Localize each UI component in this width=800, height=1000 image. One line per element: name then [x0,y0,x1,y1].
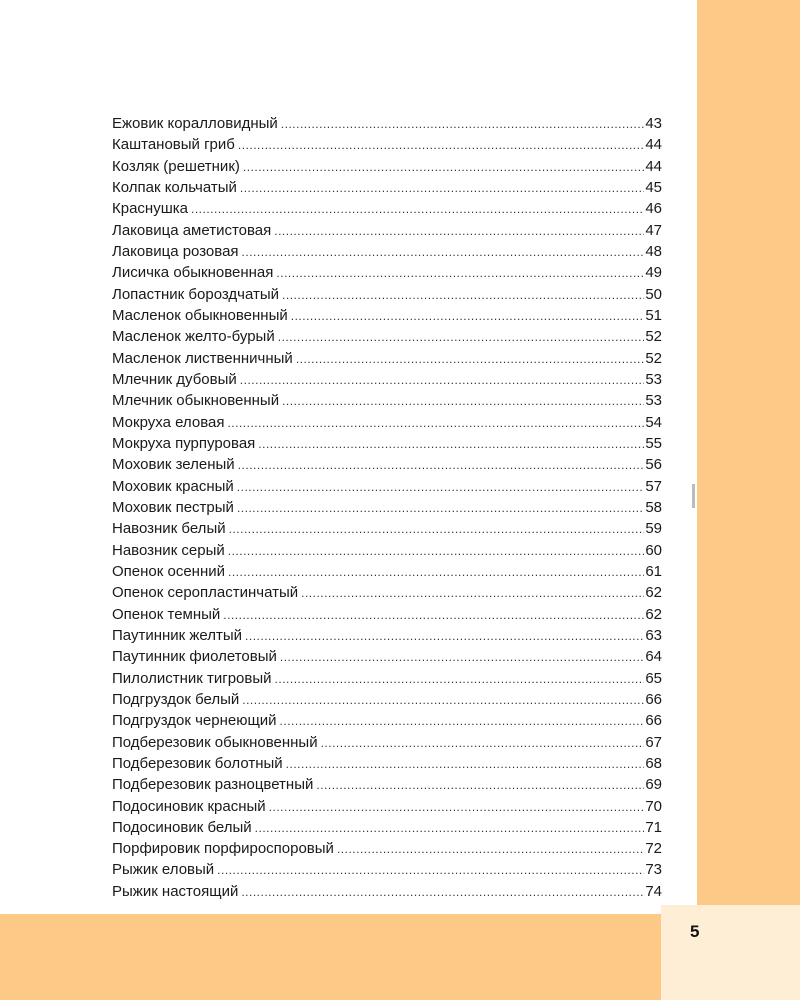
toc-entry-title: Лопастник бороздчатый [112,285,280,303]
toc-entry-page: 54 [645,413,662,431]
toc-entry-page: 61 [645,562,662,580]
toc-entry-title: Подосиновик белый [112,818,252,836]
toc-entry-title: Подосиновик красный [112,797,266,815]
toc-entry[interactable] [112,604,662,625]
dot-leader [242,242,645,263]
toc-entry-title: Паутинник желтый [112,626,243,644]
toc-entry-title: Лисичка обыкновенная [112,264,274,282]
toc-entry[interactable] [112,732,662,753]
toc-entry[interactable] [112,561,662,582]
toc-entry-title: Краснушка [112,200,188,218]
toc-entry-title: Лаковица аметистовая [112,221,272,239]
toc-entry[interactable] [112,881,662,902]
toc-entry-page: 67 [645,733,662,751]
toc-entry-title: Порфировик порфироспоровый [112,840,334,858]
dot-leader [229,519,645,540]
toc-entry-title: Масленок лиственничный [112,349,293,367]
toc-entry[interactable] [112,305,662,326]
dot-leader [238,135,644,156]
dot-leader [280,647,644,668]
dot-leader [281,114,645,135]
dot-leader [282,391,644,412]
dot-leader [337,839,644,860]
toc-entry-page: 64 [645,648,662,666]
toc-entry[interactable] [112,348,662,369]
toc-entry-title: Навозник белый [112,520,226,538]
toc-entry[interactable] [112,859,662,880]
toc-entry[interactable] [112,668,662,689]
toc-entry-title: Паутинник фиолетовый [112,648,277,666]
dot-leader [276,263,644,284]
toc-entry[interactable] [112,369,662,390]
toc-entry-title: Колпак кольчатый [112,178,237,196]
side-decor-band [697,0,800,1000]
toc-entry[interactable] [112,838,662,859]
toc-entry-page: 62 [645,584,662,602]
toc-entry[interactable] [112,540,662,561]
toc-entry-title: Мокруха еловая [112,413,225,431]
toc-entry-title: Рыжик настоящий [112,882,239,900]
toc-entry-page: 53 [645,370,662,388]
toc-entry[interactable] [112,497,662,518]
toc-entry-page: 50 [645,285,662,303]
page-number: 5 [690,922,700,941]
dot-leader [255,818,645,839]
toc-entry[interactable] [112,582,662,603]
toc-entry-page: 60 [645,541,662,559]
dot-leader [228,562,644,583]
dot-leader [241,882,644,903]
toc-entry-title: Моховик пестрый [112,498,234,516]
toc-entry-page: 58 [645,498,662,516]
toc-entry-page: 72 [645,840,662,858]
toc-entry-page: 45 [645,178,662,196]
dot-leader [321,733,645,754]
toc-entry-page: 69 [645,776,662,794]
page-edge-mark [692,484,695,508]
toc-entry[interactable] [112,625,662,646]
toc-entry-title: Ежовик коралловидный [112,115,278,132]
toc-entry[interactable] [112,774,662,795]
toc-entry[interactable] [112,710,662,731]
toc-entry-page: 68 [645,754,662,772]
toc-entry-title: Моховик красный [112,477,234,495]
toc-entry-page: 59 [645,520,662,538]
toc-entry[interactable] [112,198,662,219]
toc-entry-page: 70 [645,797,662,815]
dot-leader [286,754,645,775]
toc-entry-page: 55 [645,434,662,452]
dot-leader [238,455,645,476]
dot-leader [269,797,645,818]
toc-entry[interactable] [112,454,662,475]
toc-entry[interactable] [112,646,662,667]
toc-entry[interactable] [112,476,662,497]
dot-leader [301,583,644,604]
toc-entry-page: 74 [645,882,662,900]
toc-entry-title: Млечник дубовый [112,370,237,388]
toc-entry[interactable] [112,220,662,241]
toc-entry-title: Каштановый гриб [112,136,235,154]
table-of-contents [112,113,662,902]
toc-entry[interactable] [112,284,662,305]
toc-entry-title: Подгруздок белый [112,690,240,708]
toc-entry[interactable] [112,390,662,411]
toc-entry-title: Мокруха пурпуровая [112,434,256,452]
dot-leader [217,860,644,881]
toc-entry[interactable] [112,689,662,710]
toc-entry[interactable] [112,241,662,262]
dot-leader [245,626,644,647]
dot-leader [280,711,645,732]
dot-leader [228,541,645,562]
dot-leader [278,327,645,348]
dot-leader [275,669,645,690]
toc-entry[interactable] [112,262,662,283]
toc-entry-title: Навозник серый [112,541,225,559]
toc-entry[interactable] [112,796,662,817]
toc-entry-title: Подгруздок чернеющий [112,712,277,730]
toc-entry-title: Подберезовик болотный [112,754,283,772]
toc-entry-page: 65 [645,669,662,687]
toc-entry-page: 63 [645,626,662,644]
dot-leader [296,349,645,370]
toc-entry-title: Лаковица розовая [112,242,239,260]
toc-entry-title: Моховик зеленый [112,456,235,474]
toc-entry-page: 52 [645,328,662,346]
toc-entry-title: Опенок темный [112,605,221,623]
toc-entry-page: 46 [645,200,662,218]
toc-entry-page: 57 [645,477,662,495]
page-number-box [661,905,800,1000]
toc-entry[interactable] [112,518,662,539]
toc-entry[interactable] [112,433,662,454]
toc-entry-page: 44 [645,157,662,175]
toc-entry-page: 49 [645,264,662,282]
dot-leader [282,285,644,306]
toc-entry[interactable] [112,412,662,433]
toc-entry[interactable] [112,753,662,774]
dot-leader [316,775,644,796]
dot-leader [237,477,645,498]
toc-entry-page: 73 [645,861,662,879]
toc-entry-title: Масленок обыкновенный [112,306,288,324]
toc-entry-title: Масленок желто-бурый [112,328,275,346]
toc-entry-page: 43 [645,115,662,132]
toc-entry-title: Пилолистник тигровый [112,669,272,687]
toc-entry-title: Опенок осенний [112,562,225,580]
toc-entry-title: Козляк (решетник) [112,157,240,175]
dot-leader [237,498,644,519]
toc-entry[interactable] [112,326,662,347]
dot-leader [223,605,644,626]
dot-leader [291,306,645,327]
toc-entry-page: 47 [645,221,662,239]
toc-entry-page: 53 [645,392,662,410]
toc-entry[interactable] [112,134,662,155]
toc-entry-page: 52 [645,349,662,367]
toc-entry-title: Подберезовик обыкновенный [112,733,318,751]
dot-leader [240,370,645,391]
toc-entry-page: 44 [645,136,662,154]
dot-leader [240,178,644,199]
toc-entry[interactable] [112,817,662,838]
toc-entry-page: 51 [645,306,662,324]
toc-entry-page: 66 [645,690,662,708]
dot-leader [227,413,644,434]
toc-entry-page: 56 [645,456,662,474]
dot-leader [242,690,644,711]
toc-entry[interactable] [112,113,662,134]
toc-entry-page: 62 [645,605,662,623]
toc-entry-page: 71 [645,818,662,836]
dot-leader [274,221,644,242]
toc-entry-page: 48 [645,242,662,260]
toc-entry[interactable] [112,177,662,198]
dot-leader [243,157,644,178]
toc-entry-title: Опенок серопластинчатый [112,584,299,602]
toc-entry-page: 66 [645,712,662,730]
toc-entry-title: Рыжик еловый [112,861,215,879]
toc-entry[interactable] [112,156,662,177]
dot-leader [258,434,644,455]
toc-entry-title: Подберезовик разноцветный [112,776,314,794]
toc-entry-title: Млечник обыкновенный [112,392,280,410]
dot-leader [191,199,644,220]
